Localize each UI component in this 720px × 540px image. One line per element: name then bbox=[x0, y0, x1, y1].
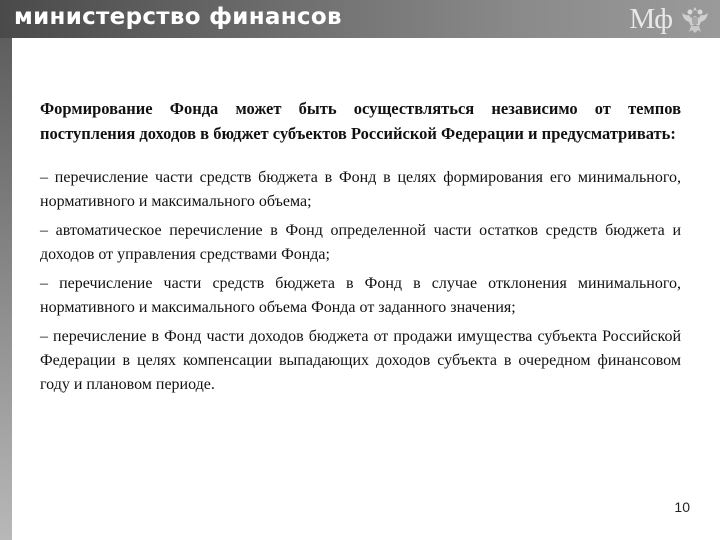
logo-monogram: Мф bbox=[629, 3, 672, 35]
bullet-item: – перечисление части средств бюджета в Фонд в случае отклонения минимального, нормативного и максимального объема Фонда от заданного значения; bbox=[40, 275, 681, 316]
page-number: 10 bbox=[674, 499, 690, 515]
bullet-item: – перечисление части средств бюджета в Фонд в целях формирования его минимального, нормативного и максимального объема; bbox=[40, 169, 681, 210]
ministry-logo bbox=[629, 2, 712, 36]
slide-content bbox=[40, 96, 681, 402]
ministry-title: министерство финансов bbox=[14, 4, 342, 30]
header-bar bbox=[0, 0, 720, 38]
bullet-item: – автоматическое перечисление в Фонд определенной части остатков средств бюджета и доходов от управления средствами Фонда; bbox=[40, 222, 681, 263]
intro-paragraph: Формирование Фонда может быть осуществляться независимо от темпов поступления доходов в бюджет субъектов Российской Федерации и предусматривать: bbox=[40, 99, 681, 143]
bullet-item: – перечисление в Фонд части доходов бюджета от продажи имущества субъекта Российской Федерации в целях компенсации выпадающих доходов субъекта в очередном финансовом году и плановом периоде. bbox=[40, 328, 681, 393]
double-headed-eagle-emblem-icon bbox=[678, 2, 712, 36]
left-accent-bar bbox=[0, 38, 12, 540]
